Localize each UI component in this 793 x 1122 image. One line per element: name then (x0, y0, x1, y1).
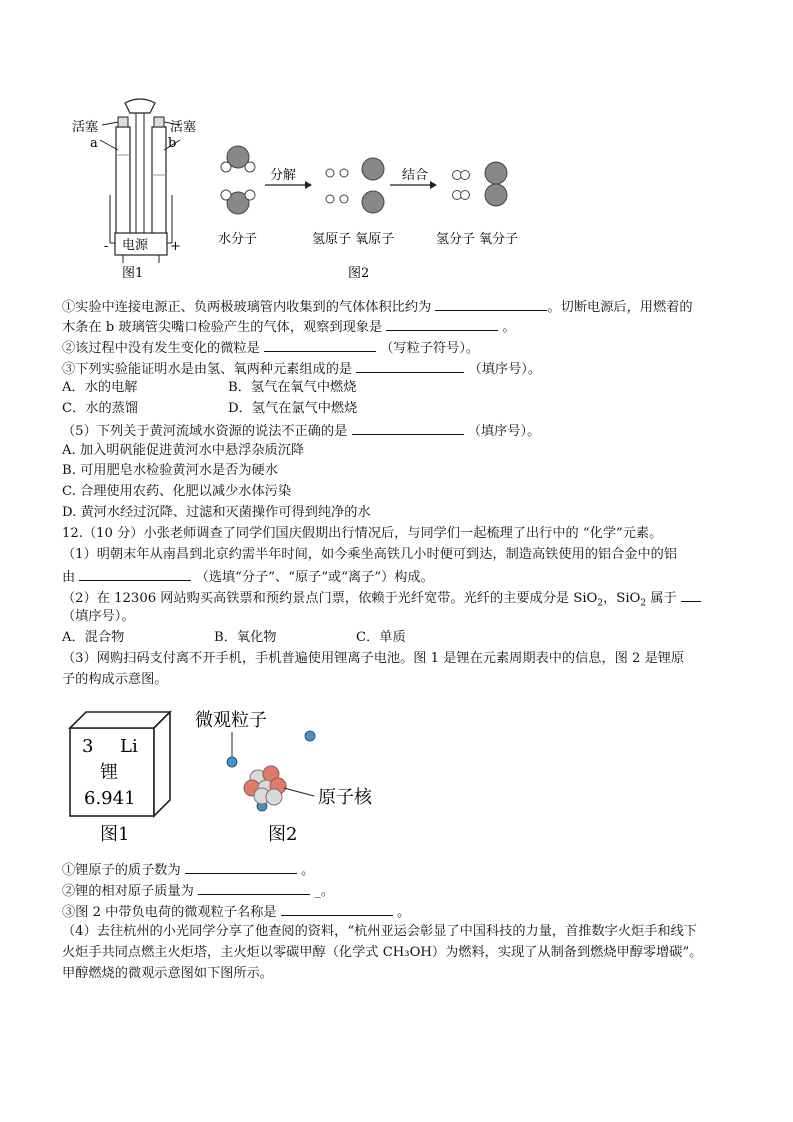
option-row-ab (62, 378, 357, 398)
question-12-heading: 12.（10 分）小张老师调查了同学们国庆假期出行情况后，与同学们一起梳理了出行中的 “化学”元素。 (62, 526, 663, 541)
electrolysis-figure (60, 95, 540, 285)
fig1-caption-top: 图1 (122, 266, 144, 281)
q5-option-b: B. 可用肥皂水检验黄河水是否为硬水 (62, 463, 278, 478)
answer-blank-9[interactable] (198, 880, 310, 895)
q-line-1: ①实验中连接电源正、负两极玻璃管内收集到的气体体积比约为 。切断电源后，用燃着的 (62, 296, 693, 318)
answer-blank-5[interactable] (352, 420, 464, 435)
lithium-figure (62, 700, 402, 850)
q12-3-line-2: 子的构成示意图。 (62, 672, 168, 687)
answer-blank-6[interactable] (79, 566, 191, 581)
option-element: C．单质 (356, 630, 406, 645)
option-d: D．氢气在氯气中燃烧 (228, 401, 358, 416)
fig2-caption-li: 图2 (268, 824, 298, 845)
option-oxide: B．氧化物 (214, 630, 277, 645)
q5-option-d: D. 黄河水经过沉降、过滤和灭菌操作可得到纯净的水 (62, 505, 371, 520)
q-line-3: ②该过程中没有发生变化的微粒是 （写粒子符号）。 (62, 337, 479, 359)
tube-b-label: b (168, 136, 177, 151)
q-line-4: ③下列实验能证明水是由氢、氧两种元素组成的是 （填序号）。 (62, 358, 541, 380)
plus-sign: + (170, 239, 181, 254)
h-o-atom-label: 氢原子 氧原子 (312, 232, 395, 247)
stopcock-left-label: 活塞 (72, 120, 99, 135)
arrow-decompose-label: 分解 (270, 168, 297, 183)
nucleus-label: 原子核 (318, 787, 372, 808)
q12-1-line-1: （1）明朝末年从南昌到北京约需半年时间，如今乘坐高铁几小时便可到达，制造高铁使用的铝合金中的铝 (62, 547, 678, 562)
fig1-caption-li: 图1 (100, 824, 130, 845)
water-molecule-label: 水分子 (218, 232, 258, 247)
q12-3-sub-2: ②锂的相对原子质量为 _。 (62, 880, 334, 902)
option-c: C．水的蒸馏 (62, 401, 139, 416)
minus-sign: - (104, 239, 109, 254)
answer-blank-3[interactable] (264, 337, 376, 352)
answer-blank-8[interactable] (185, 859, 297, 874)
option-a: A．水的电解 (62, 380, 138, 395)
atomic-number: 3 (82, 736, 94, 757)
power-label: 电源 (122, 238, 149, 253)
atomic-mass: 6.941 (84, 788, 136, 809)
answer-blank-10[interactable] (281, 901, 393, 916)
option-b: B．氢气在氧气中燃烧 (228, 380, 357, 395)
answer-blank-4[interactable] (356, 358, 464, 373)
q5-option-a: A. 加入明矾能促进黄河水中悬浮杂质沉降 (62, 443, 305, 458)
answer-blank-2[interactable] (386, 316, 498, 331)
q5-option-c: C. 合理使用农药、化肥以减少水体污染 (62, 484, 292, 499)
q12-2-line-1: （2）在 12306 网站购买高铁票和预约景点门票，依赖于光纤宽带。光纤的主要成分是 SiO$_2$，SiO$_2$ 属于 (62, 587, 701, 609)
option-mixture: A．混合物 (62, 630, 125, 645)
q-line-2: 木条在 b 玻璃管尖嘴口检验产生的气体，观察到现象是 。 (62, 316, 516, 338)
q12-1-line-2: 由 （选填“分子”、“原子”或“离子”）构成。 (62, 566, 434, 588)
stopcock-right-label: 活塞 (170, 120, 197, 135)
element-name: 锂 (100, 762, 118, 783)
element-symbol: Li (120, 736, 138, 757)
tube-a-label: a (90, 136, 98, 151)
q12-2-line-2: （填序号）。 (62, 609, 135, 624)
q12-4-line-2: 火炬手共同点燃主火炬塔，主火炬以零碳甲醇（化学式 CH₃OH）为燃料，实现了从制备到燃烧甲醇零增碳”。 (62, 945, 703, 960)
micro-particle-label: 微观粒子 (195, 710, 267, 731)
q12-3-sub-3: ③图 2 中带负电荷的微观粒子名称是 。 (62, 901, 410, 923)
q12-3-sub-1: ①锂原子的质子数为 。 (62, 859, 314, 881)
answer-blank-1[interactable] (435, 296, 547, 311)
arrow-combine-label: 结合 (402, 168, 429, 183)
h2-o2-label: 氢分子 氧分子 (436, 232, 519, 247)
fig2-caption-top: 图2 (348, 266, 370, 281)
answer-blank-7[interactable] (681, 587, 701, 602)
q12-3-line-1: （3）网购扫码支付离不开手机，手机普遍使用锂离子电池。图 1 是锂在元素周期表中的信息，图 2 是锂原 (62, 651, 685, 666)
q-line-5: （5）下列关于黄河流域水资源的说法不正确的是 （填序号）。 (62, 420, 540, 442)
q12-4-line-1: （4）去往杭州的小光同学分享了他查阅的资料，“杭州亚运会彰显了中国科技的力量，首推数字火炬手和线下 (62, 924, 697, 939)
q12-4-line-3: 甲醇燃烧的微观示意图如下图所示。 (62, 966, 273, 981)
q12-2-options (62, 628, 406, 648)
option-row-cd (62, 399, 358, 419)
